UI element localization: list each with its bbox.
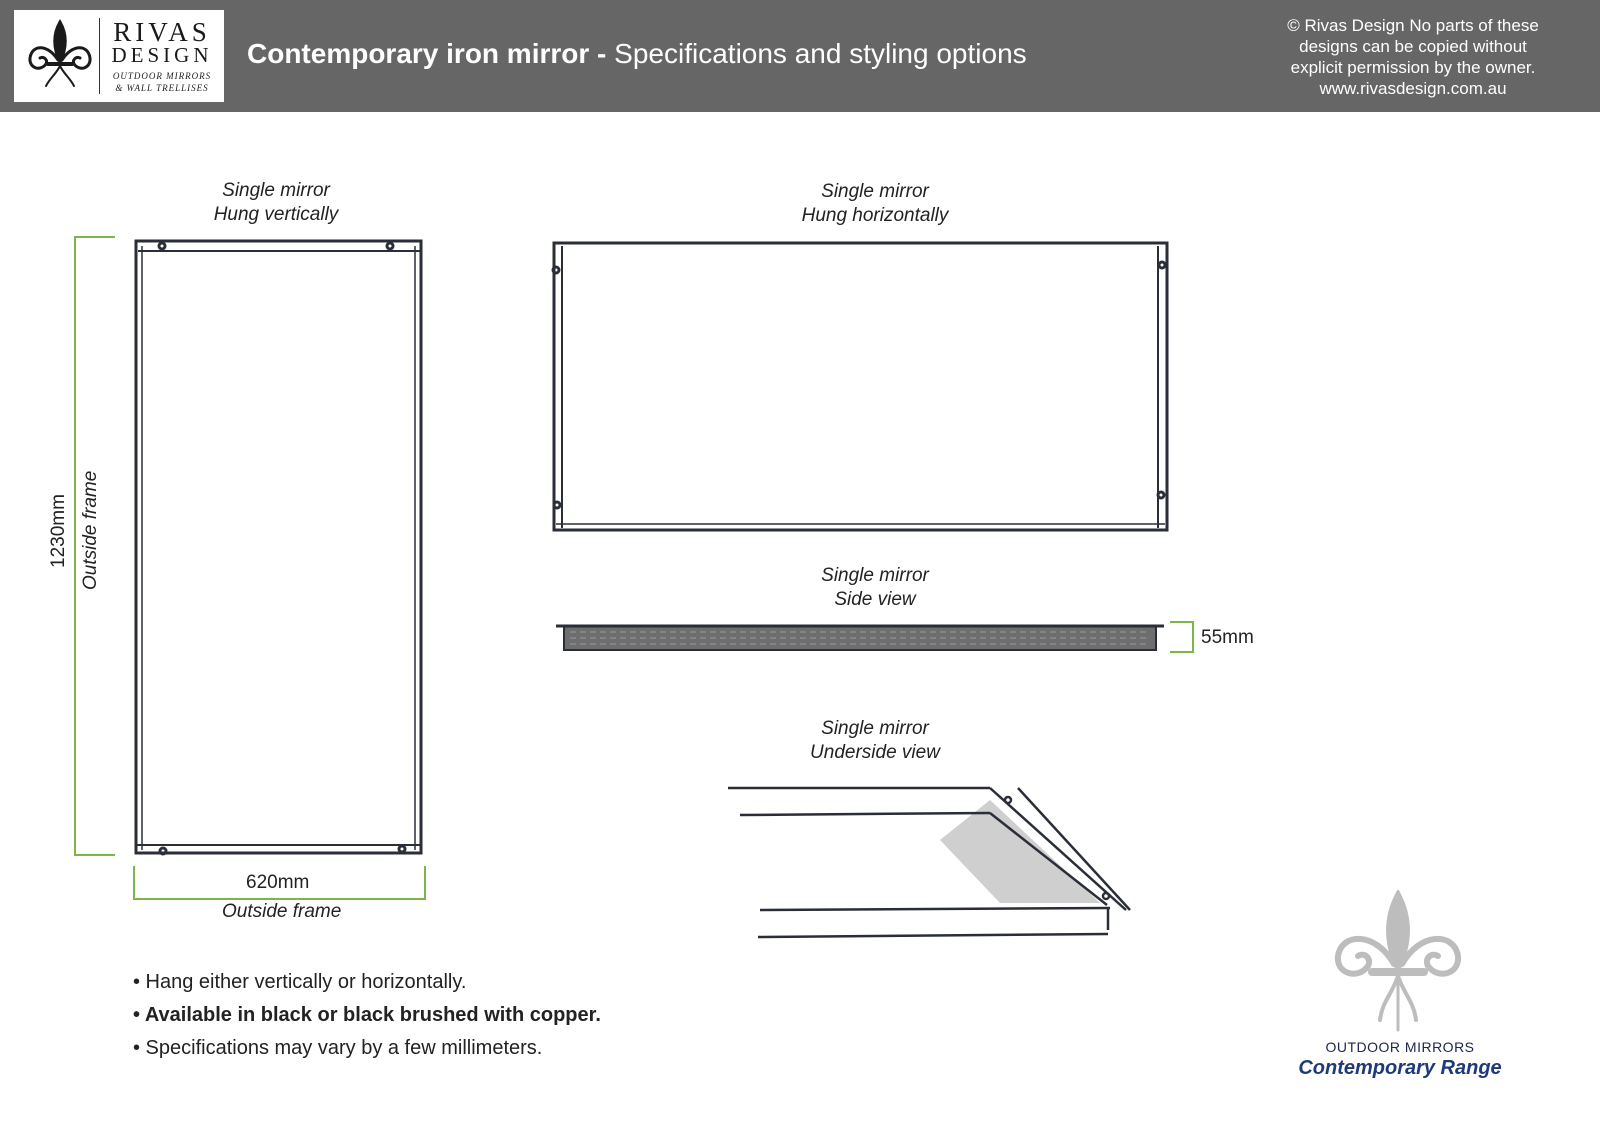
width-value-label: 620mm bbox=[246, 872, 310, 893]
fleur-de-lis-icon bbox=[1318, 890, 1478, 1040]
depth-value-label: 55mm bbox=[1201, 627, 1254, 648]
footer-category: OUTDOOR MIRRORS bbox=[1325, 1039, 1475, 1055]
height-value-label: 1230mm bbox=[48, 494, 69, 568]
horizontal-mirror-sketch bbox=[553, 243, 1167, 530]
caption-line: Hung vertically bbox=[213, 204, 339, 225]
caption-line: Single mirror bbox=[821, 565, 929, 586]
logo-brand-line2: DESIGN bbox=[111, 43, 213, 67]
underside-view-sketch bbox=[728, 788, 1130, 937]
note-item: • Available in black or black brushed with copper. bbox=[133, 1004, 601, 1026]
width-note-label: Outside frame bbox=[222, 901, 342, 922]
copyright-line: explicit permission by the owner. bbox=[1290, 58, 1536, 77]
website-link[interactable]: www.rivasdesign.com.au bbox=[1319, 79, 1507, 98]
logo-brand-line1: RIVAS bbox=[113, 17, 211, 47]
page-title-bold: Contemporary iron mirror - bbox=[247, 38, 607, 69]
underside-view-caption bbox=[775, 717, 975, 765]
caption-line: Single mirror bbox=[821, 181, 929, 202]
caption-line: Side view bbox=[834, 589, 916, 610]
height-note-label: Outside frame bbox=[80, 470, 101, 590]
copyright-line: © Rivas Design No parts of these bbox=[1287, 16, 1539, 35]
note-item: • Hang either vertically or horizontally. bbox=[133, 971, 467, 993]
footer-range: Contemporary Range bbox=[1298, 1057, 1502, 1079]
caption-line: Single mirror bbox=[222, 180, 330, 201]
note-item: • Specifications may vary by a few millimeters. bbox=[133, 1037, 543, 1059]
horizontal-view-caption bbox=[775, 180, 975, 228]
logo-tagline-1: OUTDOOR MIRRORS bbox=[112, 71, 212, 81]
side-view-caption bbox=[775, 564, 975, 612]
depth-dimension-line bbox=[1170, 622, 1193, 652]
vertical-mirror-sketch bbox=[136, 241, 421, 854]
copyright-line: designs can be copied without bbox=[1299, 37, 1527, 56]
caption-line: Underside view bbox=[810, 742, 940, 763]
logo-tagline-2: & WALL TRELLISES bbox=[115, 83, 209, 93]
side-view-sketch bbox=[556, 626, 1164, 650]
page-title-rest: Specifications and styling options bbox=[606, 38, 1027, 69]
spec-notes bbox=[133, 966, 601, 1065]
caption-line: Single mirror bbox=[821, 718, 929, 739]
caption-line: Hung horizontally bbox=[801, 205, 949, 226]
vertical-view-caption bbox=[176, 179, 376, 227]
